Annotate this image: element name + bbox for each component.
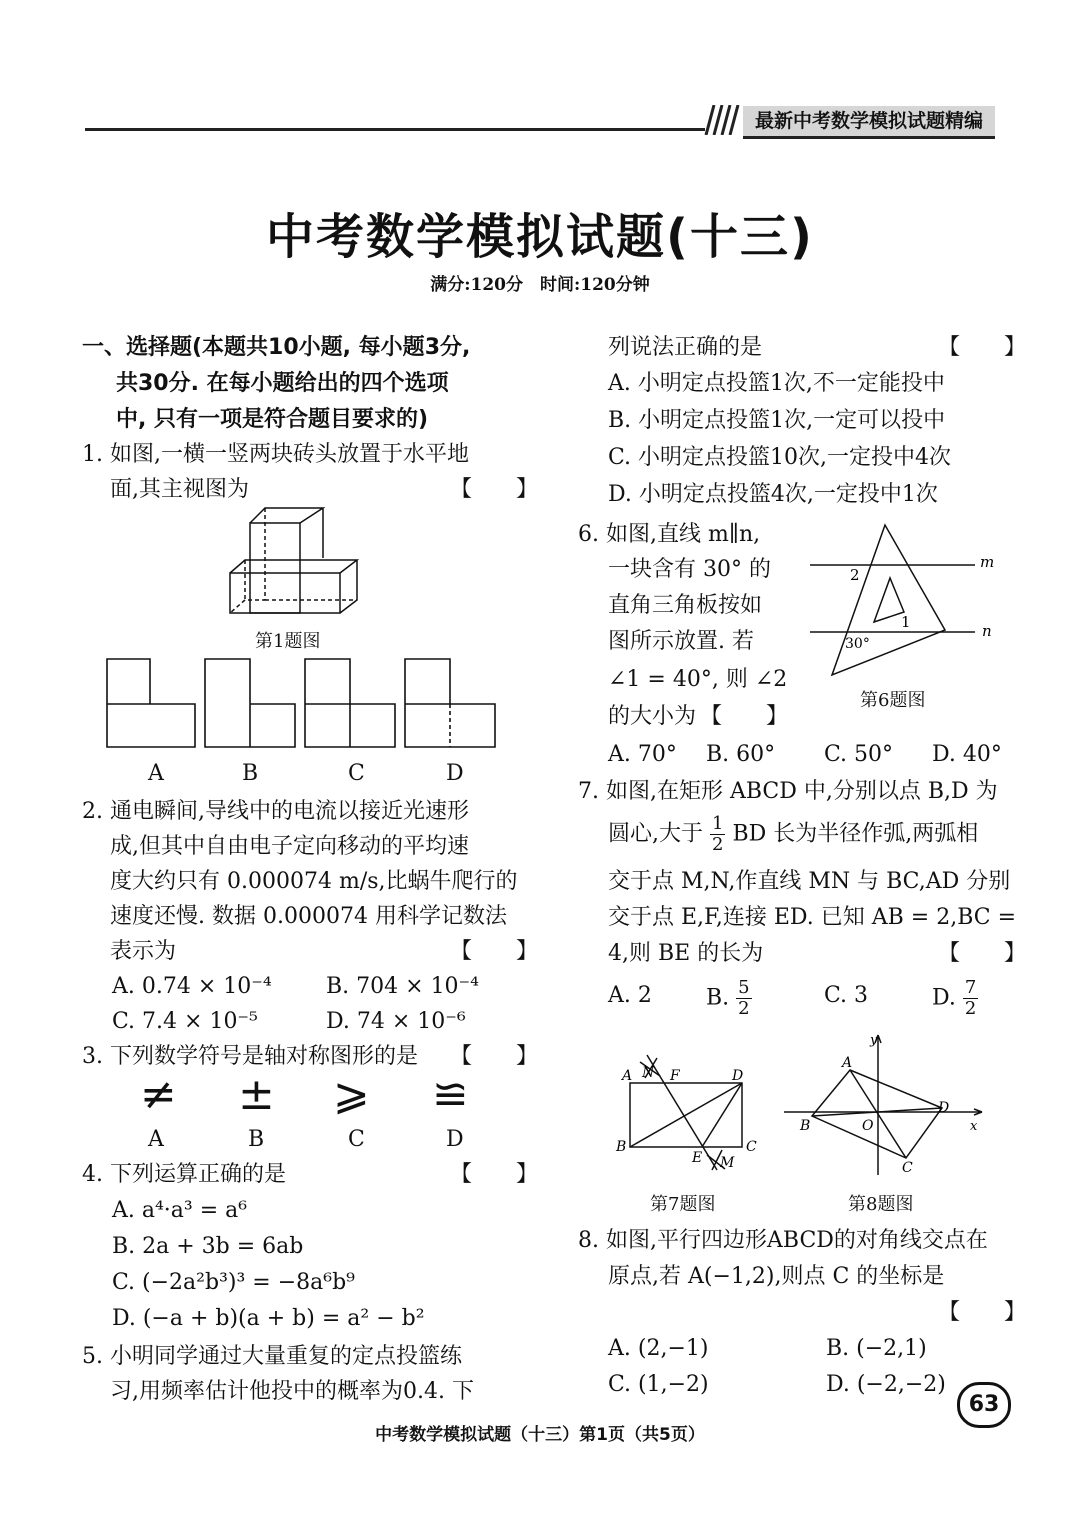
q8-text: 8. 如图,平行四边形ABCD的对角线交点在 bbox=[578, 1228, 988, 1253]
q1-figure-caption: 第1题图 bbox=[255, 631, 321, 652]
q1-bricks-figure bbox=[225, 503, 365, 621]
q7-label-f: F bbox=[670, 1068, 680, 1084]
q6-triangle-figure bbox=[790, 520, 1000, 682]
q7-fraction-half bbox=[710, 814, 725, 855]
q3-opt-b: B bbox=[248, 1127, 265, 1152]
q7-text-4: 交于点 E,F,连接 ED. 已知 AB = 2,BC = bbox=[608, 905, 1017, 930]
q2-text-4: 速度还慢. 数据 0.000074 用科学记数法 bbox=[110, 904, 507, 929]
q7-label-c: C bbox=[746, 1139, 757, 1155]
q7-label-a: A bbox=[622, 1068, 633, 1084]
q7-text-5: 4,则 BE 的长为 bbox=[608, 941, 764, 966]
page-title: 中考数学模拟试题(十三) bbox=[266, 209, 814, 265]
q3-opt-c: C bbox=[348, 1127, 365, 1152]
q8-text-2: 原点,若 A(−1,2),则点 C 的坐标是 bbox=[608, 1264, 945, 1289]
q2-text: 2. 通电瞬间,导线中的电流以接近光速形 bbox=[82, 799, 469, 824]
q6-text-6: 的大小为 bbox=[608, 704, 697, 729]
q4-opt-a: A. a⁴·a³ = a⁶ bbox=[112, 1198, 248, 1223]
q5-text-2: 习,用频率估计他投中的概率为0.4. 下 bbox=[110, 1379, 474, 1404]
q8-label-a: A bbox=[842, 1055, 853, 1071]
q6-answer-bracket: 【 】 bbox=[700, 704, 789, 729]
q6-text-5: ∠1 = 40°, 则 ∠2 bbox=[608, 667, 788, 692]
q2-text-2: 成,但其中自由电子定向移动的平均速 bbox=[110, 834, 469, 859]
q8-label-x: x bbox=[970, 1119, 978, 1134]
q7-figure-caption: 第7题图 bbox=[650, 1194, 716, 1215]
q8-figure-caption: 第8题图 bbox=[848, 1194, 914, 1215]
q7-opt-d bbox=[932, 978, 978, 1019]
section-heading-line3: 中, 只有一项是符合题目要求的) bbox=[116, 407, 429, 432]
q2-opt-d: D. 74 × 10⁻⁶ bbox=[326, 1009, 466, 1034]
q1-opt-a: A bbox=[148, 761, 164, 786]
q7-text: 7. 如图,在矩形 ABCD 中,分别以点 B,D 为 bbox=[578, 779, 998, 804]
q3-symbol-d: ≌ bbox=[432, 1069, 469, 1120]
q3-symbol-b: ± bbox=[238, 1069, 275, 1120]
q4-answer-bracket: 【 】 bbox=[450, 1162, 539, 1187]
q6-opt-d: D. 40° bbox=[932, 742, 1002, 767]
q4-opt-c: C. (−2a²b³)³ = −8a⁶b⁹ bbox=[112, 1270, 355, 1295]
q6-text-2: 一块含有 30° 的 bbox=[608, 557, 771, 582]
q5-opt-b: B. 小明定点投篮1次,一定可以投中 bbox=[608, 408, 946, 433]
q7-opt-d-fraction bbox=[963, 978, 978, 1019]
section-heading: 一、选择题(本题共10小题, 每小题3分, bbox=[82, 335, 471, 360]
q7-text-2 bbox=[608, 814, 978, 855]
q8-label-b: B bbox=[800, 1118, 811, 1134]
q1-text-2: 面,其主视图为 bbox=[110, 477, 249, 502]
q6-label-30: 30° bbox=[845, 636, 870, 652]
header-rule bbox=[85, 128, 705, 131]
q1-options-figure bbox=[105, 657, 500, 752]
q6-label-angle1: 1 bbox=[901, 613, 911, 631]
q7-opt-b-num: 5 bbox=[738, 977, 750, 998]
q4-text: 4. 下列运算正确的是 bbox=[82, 1162, 286, 1187]
q8-answer-bracket: 【 】 bbox=[938, 1300, 1027, 1325]
q7-opt-d-den: 2 bbox=[964, 998, 977, 1019]
q8-opt-d: D. (−2,−2) bbox=[826, 1372, 946, 1397]
q7-opt-d-num: 7 bbox=[964, 977, 977, 998]
q8-opt-a: A. (2,−1) bbox=[608, 1336, 709, 1361]
q7-opt-a: A. 2 bbox=[608, 983, 652, 1008]
q7-label-m: M bbox=[720, 1155, 735, 1171]
q8-label-o: O bbox=[862, 1118, 874, 1134]
q7-opt-d-label: D. bbox=[932, 985, 956, 1011]
q7-label-d: D bbox=[732, 1068, 744, 1084]
q7-text-3: 交于点 M,N,作直线 MN 与 BC,AD 分别 bbox=[608, 869, 1011, 894]
q7-label-b: B bbox=[616, 1139, 627, 1155]
q3-opt-a: A bbox=[148, 1127, 164, 1152]
q3-symbol-a: ≠ bbox=[140, 1069, 177, 1120]
q7-text-2b: BD 长为半径作弧,两弧相 bbox=[732, 821, 979, 847]
q4-opt-d: D. (−a + b)(a + b) = a² − b² bbox=[112, 1306, 425, 1331]
q3-symbol-c: ⩾ bbox=[333, 1069, 370, 1120]
q5-text: 5. 小明同学通过大量重复的定点投篮练 bbox=[82, 1344, 462, 1369]
q1-text: 1. 如图,一横一竖两块砖头放置于水平地 bbox=[82, 442, 469, 467]
page-footer: 中考数学模拟试题（十三）第1页（共5页） bbox=[375, 1425, 705, 1445]
q6-text-4: 图所示放置. 若 bbox=[608, 629, 754, 654]
q2-opt-a: A. 0.74 × 10⁻⁴ bbox=[112, 974, 272, 999]
q6-label-angle2: 2 bbox=[850, 566, 860, 584]
q7-frac-den: 2 bbox=[712, 834, 724, 855]
q2-answer-bracket: 【 】 bbox=[450, 939, 539, 964]
q8-label-d: D bbox=[938, 1100, 950, 1116]
q2-opt-b: B. 704 × 10⁻⁴ bbox=[326, 974, 479, 999]
q5-opt-a: A. 小明定点投篮1次,不一定能投中 bbox=[608, 371, 945, 396]
q8-label-c: C bbox=[902, 1160, 913, 1176]
q5-answer-bracket: 【 】 bbox=[938, 335, 1027, 360]
q2-text-5: 表示为 bbox=[110, 939, 177, 964]
series-banner: 最新中考数学模拟试题精编 bbox=[743, 106, 995, 139]
q1-opt-c: C bbox=[348, 761, 365, 786]
q6-text: 6. 如图,直线 m∥n, bbox=[578, 522, 761, 547]
q4-opt-b: B. 2a + 3b = 6ab bbox=[112, 1234, 304, 1259]
page-number: 63 bbox=[957, 1382, 1011, 1428]
q3-text: 3. 下列数学符号是轴对称图形的是 bbox=[82, 1044, 418, 1069]
q8-opt-c: C. (1,−2) bbox=[608, 1372, 709, 1397]
q6-text-3: 直角三角板按如 bbox=[608, 593, 763, 618]
q1-opt-d: D bbox=[446, 761, 464, 786]
q7-opt-b-fraction bbox=[736, 978, 751, 1019]
q7-opt-b-den: 2 bbox=[738, 998, 750, 1019]
q5-opt-d: D. 小明定点投篮4次,一定投中1次 bbox=[608, 482, 938, 507]
q7-frac-num: 1 bbox=[712, 813, 724, 834]
exam-info: 满分:120分 时间:120分钟 bbox=[430, 275, 650, 295]
q6-opt-a: A. 70° bbox=[608, 742, 677, 767]
q8-label-y: y bbox=[870, 1033, 878, 1048]
q7-answer-bracket: 【 】 bbox=[938, 941, 1027, 966]
q7-label-e: E bbox=[692, 1150, 703, 1166]
q2-text-3: 度大约只有 0.000074 m/s,比蜗牛爬行的 bbox=[110, 869, 518, 894]
q5-text-3: 列说法正确的是 bbox=[608, 335, 763, 360]
section-heading-line2: 共30分. 在每小题给出的四个选项 bbox=[116, 371, 449, 396]
q3-opt-d: D bbox=[446, 1127, 464, 1152]
q1-answer-bracket: 【 】 bbox=[450, 477, 539, 502]
q2-opt-c: C. 7.4 × 10⁻⁵ bbox=[112, 1009, 258, 1034]
q7-opt-c: C. 3 bbox=[824, 983, 869, 1008]
q3-answer-bracket: 【 】 bbox=[450, 1044, 539, 1069]
q8-opt-b: B. (−2,1) bbox=[826, 1336, 927, 1361]
q8-coordinate-figure bbox=[782, 1030, 992, 1180]
q7-label-n: N bbox=[642, 1065, 655, 1081]
q6-label-n: n bbox=[982, 622, 992, 640]
q7-text-2a: 圆心,大于 bbox=[608, 821, 703, 847]
q5-opt-c: C. 小明定点投篮10次,一定投中4次 bbox=[608, 445, 952, 470]
q7-rectangle-figure bbox=[612, 1050, 772, 1175]
q7-opt-b-label: B. bbox=[706, 985, 730, 1011]
q6-opt-c: C. 50° bbox=[824, 742, 894, 767]
q6-opt-b: B. 60° bbox=[706, 742, 776, 767]
q6-figure-caption: 第6题图 bbox=[860, 690, 926, 711]
q1-opt-b: B bbox=[242, 761, 259, 786]
q7-opt-b bbox=[706, 978, 752, 1019]
q6-label-m: m bbox=[980, 553, 995, 571]
header-slashes-decoration bbox=[700, 105, 744, 135]
